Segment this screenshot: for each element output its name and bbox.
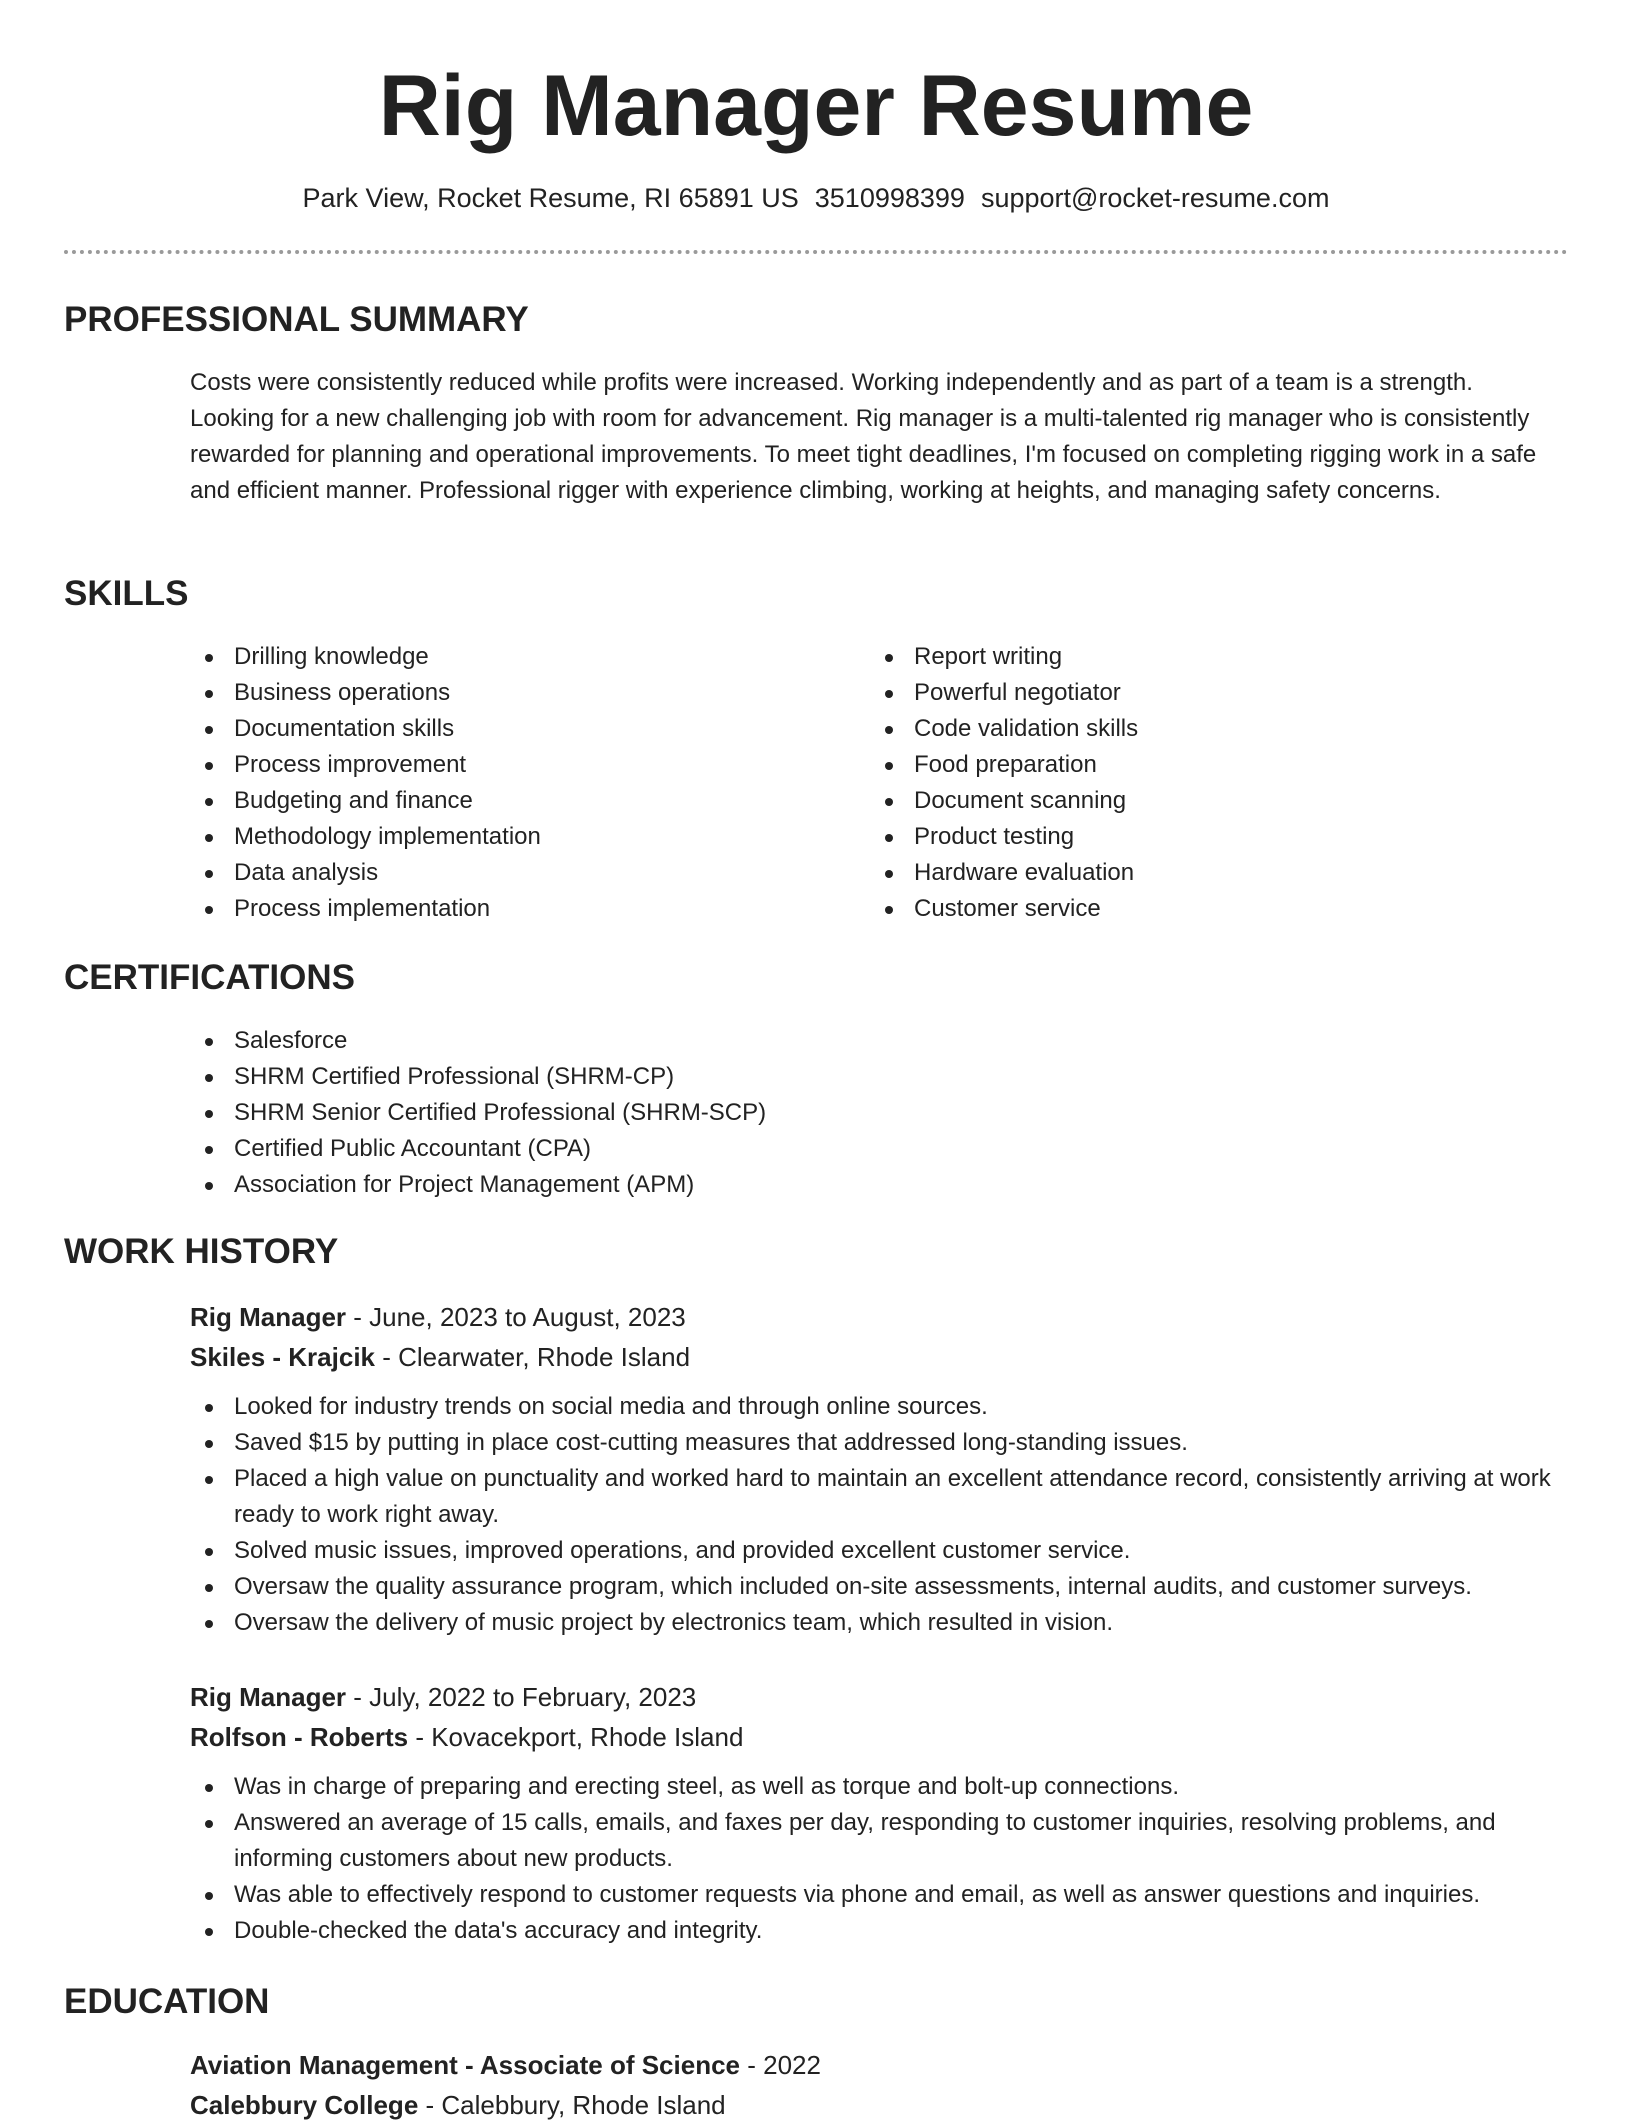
list-item: Process implementation bbox=[190, 891, 810, 927]
education-entry bbox=[190, 2045, 1580, 2125]
contact-address: Park View, Rocket Resume, RI 65891 US bbox=[302, 183, 799, 213]
contact-email: support@rocket-resume.com bbox=[980, 183, 1330, 213]
job-company-line bbox=[190, 1337, 1580, 1377]
list-item: Solved music issues, improved operations, and provided excellent customer service. bbox=[190, 1533, 1580, 1569]
skills-list-left bbox=[190, 639, 810, 927]
header-divider bbox=[64, 250, 1568, 254]
list-item: Oversaw the quality assurance program, which included on-site assessments, internal audits, and customer surveys. bbox=[190, 1569, 1580, 1605]
job-entry bbox=[190, 1297, 1580, 1641]
certifications-list bbox=[190, 1023, 1560, 1203]
list-item: Data analysis bbox=[190, 855, 810, 891]
job-dates: - June, 2023 to August, 2023 bbox=[346, 1302, 686, 1332]
job-company: Skiles - Krajcik bbox=[190, 1342, 375, 1372]
education-school: Calebbury College bbox=[190, 2090, 419, 2120]
list-item: Association for Project Management (APM) bbox=[190, 1167, 1560, 1203]
list-item: Report writing bbox=[870, 639, 1490, 675]
list-item: Hardware evaluation bbox=[870, 855, 1490, 891]
list-item: Saved $15 by putting in place cost-cutting measures that addressed long-standing issues. bbox=[190, 1425, 1580, 1461]
list-item: SHRM Senior Certified Professional (SHRM-SCP) bbox=[190, 1095, 1560, 1131]
list-item: Oversaw the delivery of music project by electronics team, which resulted in vision. bbox=[190, 1605, 1580, 1641]
list-item: Powerful negotiator bbox=[870, 675, 1490, 711]
list-item: Was able to effectively respond to customer requests via phone and email, as well as answer questions and inquiries. bbox=[190, 1877, 1580, 1913]
section-heading-work-history: WORK HISTORY bbox=[64, 1232, 339, 1271]
summary-text: Costs were consistently reduced while profits were increased. Working independently and as part of a team is a strength. Looking for a new challenging job with room for advancement. Rig manager is a multi-talented rig manager who is consistently rewarded for planning and operational improvements. To meet tight deadlines, I'm focused on completing rigging work in a safe and efficient manner. Professional rigger with experience climbing, working at heights, and managing safety concerns. bbox=[190, 369, 1537, 504]
job-bullets bbox=[190, 1389, 1580, 1641]
list-item: Placed a high value on punctuality and worked hard to maintain an excellent attendance record, consistently arriving at work ready to work right away. bbox=[190, 1461, 1580, 1533]
contact-phone: 3510998399 bbox=[814, 183, 965, 213]
list-item: SHRM Certified Professional (SHRM-CP) bbox=[190, 1059, 1560, 1095]
education-location: - Calebbury, Rhode Island bbox=[418, 2090, 726, 2120]
list-item: Documentation skills bbox=[190, 711, 810, 747]
job-title: Rig Manager bbox=[190, 1682, 347, 1712]
education-degree: Aviation Management - Associate of Science bbox=[190, 2050, 740, 2080]
job-title-line bbox=[190, 1677, 1580, 1717]
job-title: Rig Manager bbox=[190, 1302, 347, 1332]
section-heading-certifications: CERTIFICATIONS bbox=[64, 958, 356, 997]
list-item: Certified Public Accountant (CPA) bbox=[190, 1131, 1560, 1167]
job-dates: - July, 2022 to February, 2023 bbox=[346, 1682, 697, 1712]
list-item: Salesforce bbox=[190, 1023, 1560, 1059]
resume-title: Rig Manager Resume bbox=[378, 58, 1254, 154]
job-company: Rolfson - Roberts bbox=[190, 1722, 409, 1752]
list-item: Business operations bbox=[190, 675, 810, 711]
list-item: Answered an average of 15 calls, emails, and faxes per day, responding to customer inquiries, resolving problems, and informing customers about new products. bbox=[190, 1805, 1580, 1877]
education-degree-line bbox=[190, 2045, 1580, 2085]
list-item: Was in charge of preparing and erecting steel, as well as torque and bolt-up connections. bbox=[190, 1769, 1580, 1805]
list-item: Document scanning bbox=[870, 783, 1490, 819]
list-item: Code validation skills bbox=[870, 711, 1490, 747]
list-item: Looked for industry trends on social media and through online sources. bbox=[190, 1389, 1580, 1425]
list-item: Methodology implementation bbox=[190, 819, 810, 855]
job-entry bbox=[190, 1677, 1580, 1949]
list-item: Budgeting and finance bbox=[190, 783, 810, 819]
list-item: Double-checked the data's accuracy and integrity. bbox=[190, 1913, 1580, 1949]
contact-line bbox=[64, 180, 1568, 216]
section-heading-education: EDUCATION bbox=[64, 1982, 270, 2021]
list-item: Customer service bbox=[870, 891, 1490, 927]
job-bullets bbox=[190, 1769, 1580, 1949]
section-heading-skills: SKILLS bbox=[64, 574, 189, 613]
education-year: - 2022 bbox=[740, 2050, 821, 2080]
list-item: Process improvement bbox=[190, 747, 810, 783]
job-title-line bbox=[190, 1297, 1580, 1337]
job-location: - Kovacekport, Rhode Island bbox=[408, 1722, 744, 1752]
list-item: Product testing bbox=[870, 819, 1490, 855]
list-item: Food preparation bbox=[870, 747, 1490, 783]
job-company-line bbox=[190, 1717, 1580, 1757]
education-school-line bbox=[190, 2085, 1580, 2125]
skills-list-right bbox=[870, 639, 1490, 927]
section-heading-summary: PROFESSIONAL SUMMARY bbox=[64, 300, 529, 339]
list-item: Drilling knowledge bbox=[190, 639, 810, 675]
job-location: - Clearwater, Rhode Island bbox=[375, 1342, 691, 1372]
